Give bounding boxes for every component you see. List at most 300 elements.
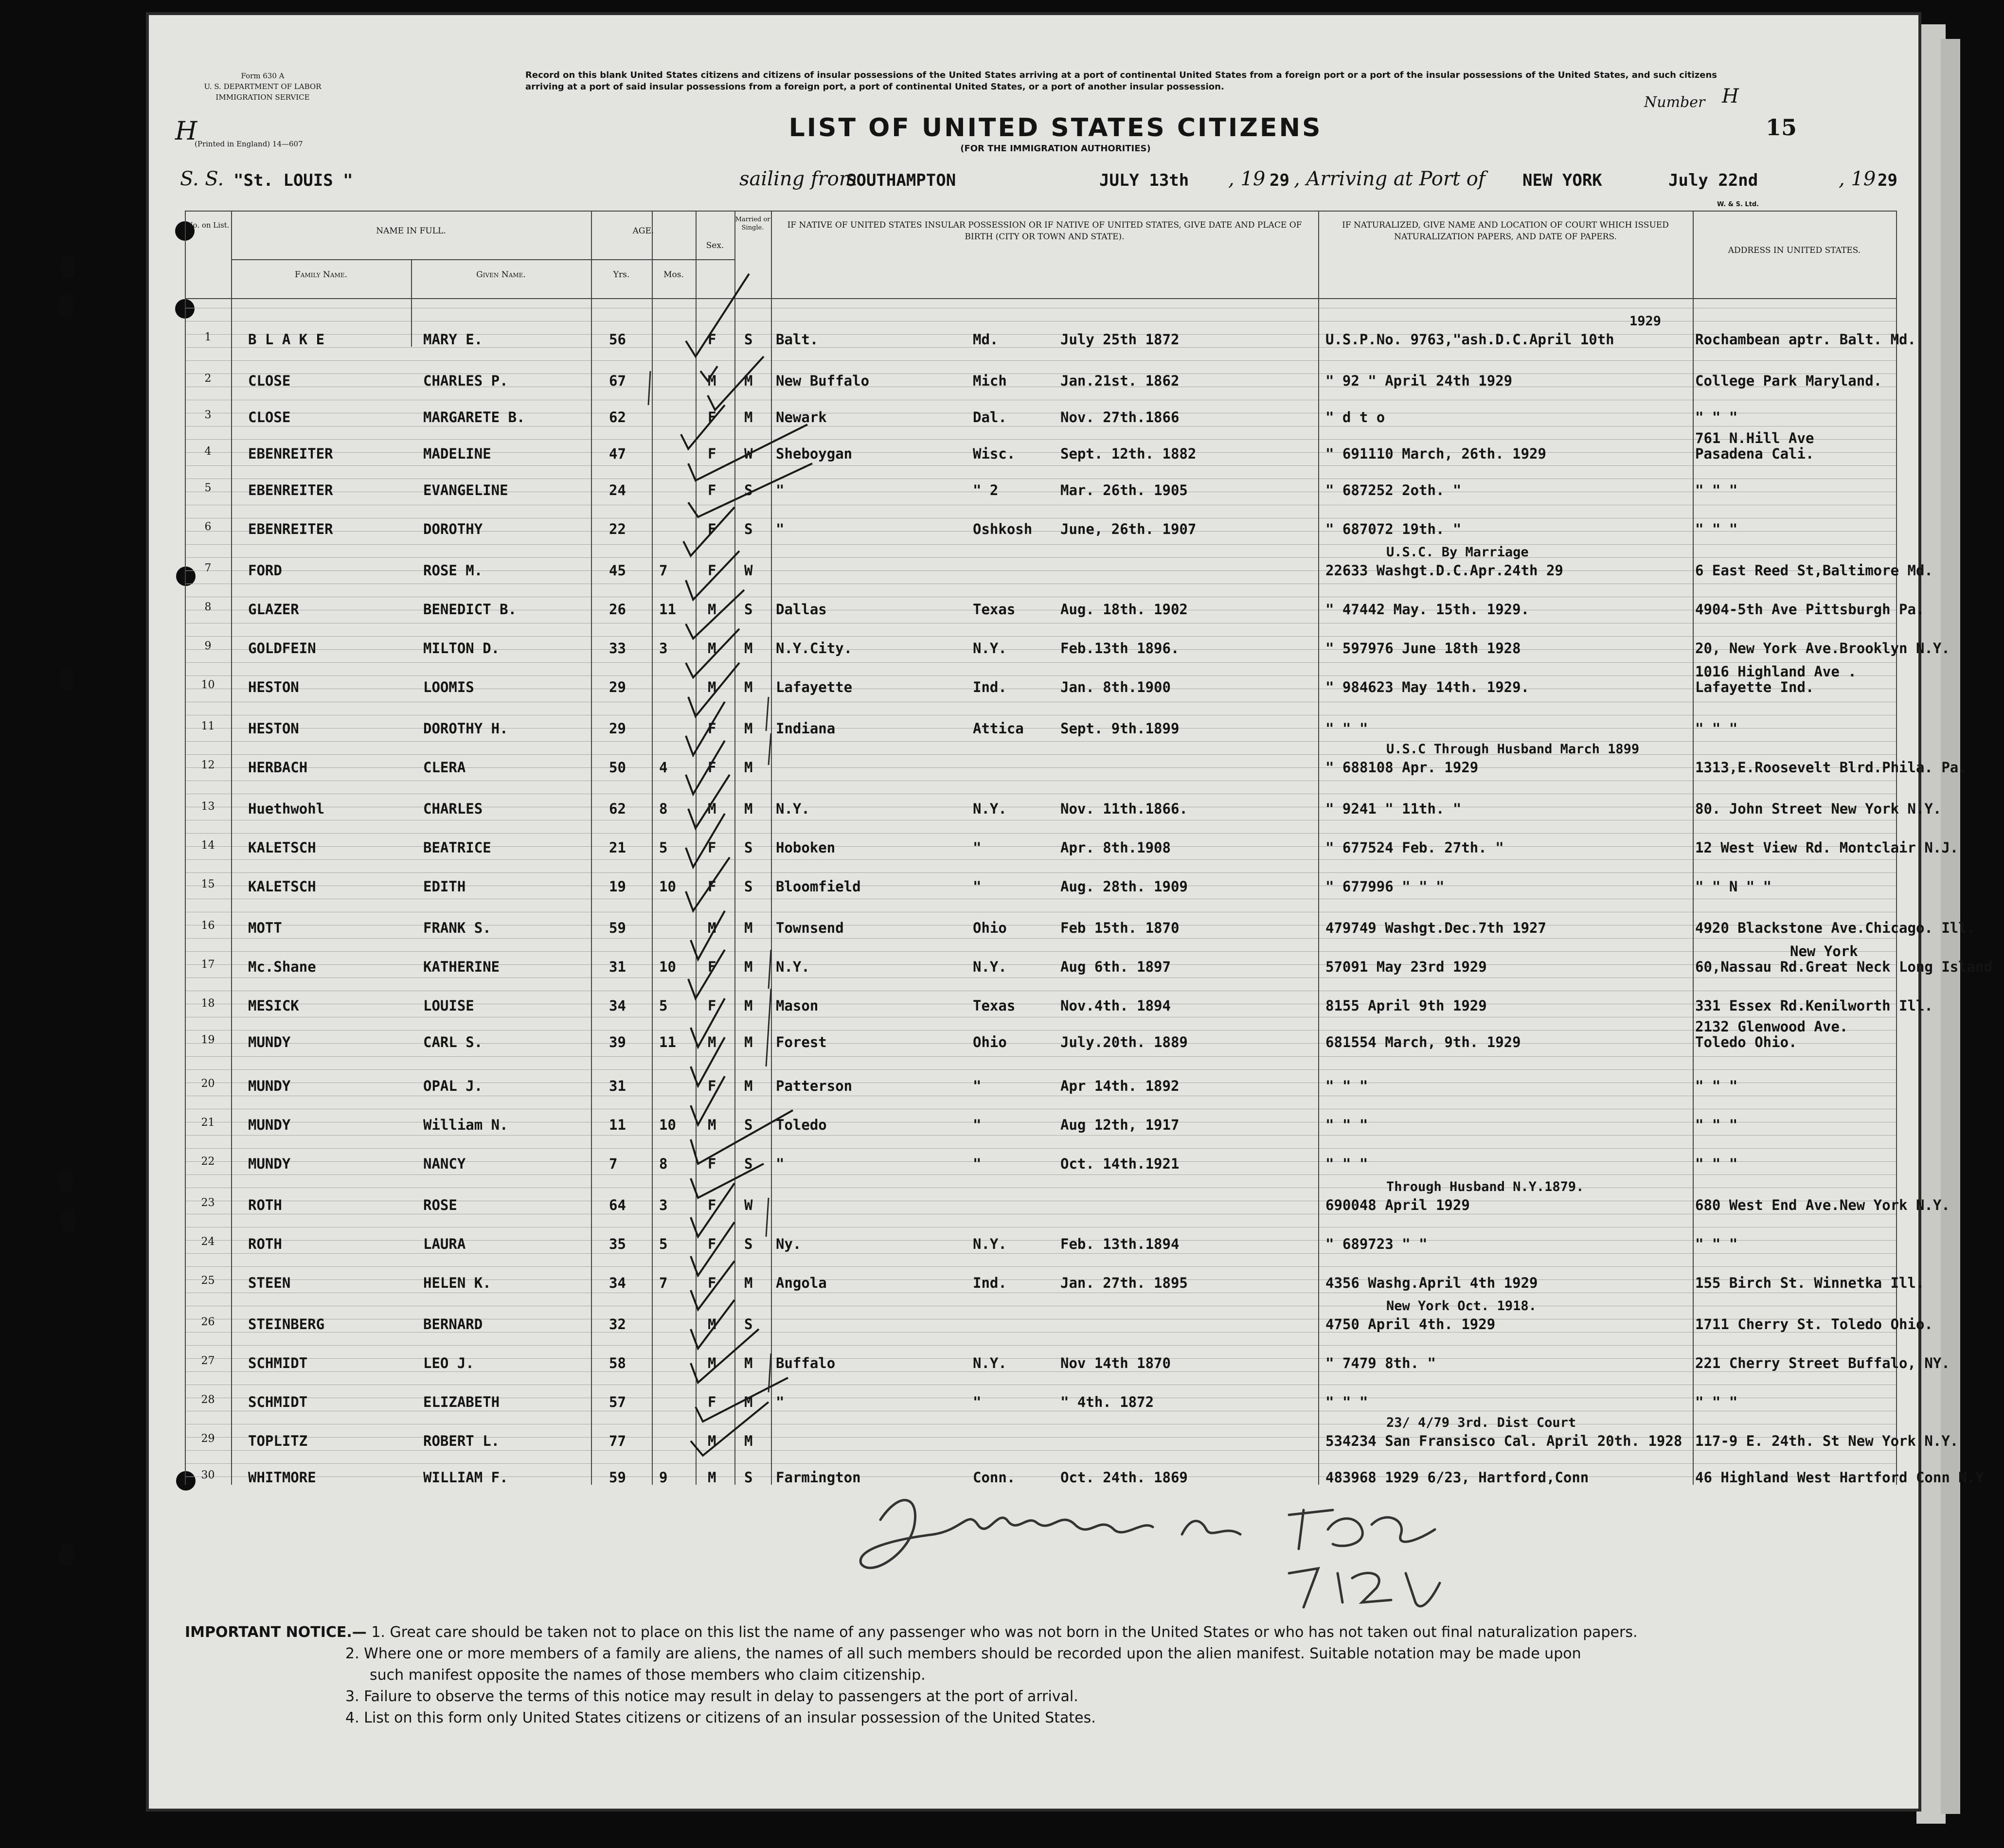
row-21-date: Aug 12th, 1917 (1060, 1117, 1180, 1133)
row-26-ms: S (744, 1316, 753, 1333)
row-20-family: MUNDY (248, 1078, 291, 1094)
row-7-nat-note: U.S.C. By Marriage (1386, 545, 1529, 560)
row-15-addr: " " N " " (1695, 878, 1772, 895)
col-married: Married or Single. (735, 216, 770, 231)
row-20-date: Apr 14th. 1892 (1060, 1078, 1180, 1094)
manifest-page (146, 12, 1993, 1812)
row-30-ms: S (744, 1469, 753, 1486)
arrival-year: 29 (1878, 171, 1897, 190)
row-15-nat: " 677996 " " " (1325, 878, 1445, 895)
row-21-family: MUNDY (248, 1117, 291, 1133)
row-24-state: N.Y. (973, 1236, 1007, 1252)
row-28-family: SCHMIDT (248, 1394, 308, 1410)
row-1-date: July 25th 1872 (1060, 331, 1180, 348)
row-9-yrs: 33 (609, 640, 626, 657)
col-no: No. on List. (186, 221, 230, 230)
row-22-date: Oct. 14th.1921 (1060, 1155, 1180, 1172)
row-9-nat: " 597976 June 18th 1928 (1325, 640, 1521, 657)
row-8-nat: " 47442 May. 15th. 1929. (1325, 601, 1530, 618)
row-20-city: Patterson (776, 1078, 853, 1094)
row-13-mos: 8 (659, 800, 668, 817)
row-10-given: LOOMIS (423, 679, 474, 695)
row-25-sex: F (708, 1275, 716, 1291)
row-1-state: Md. (973, 331, 999, 348)
row-16-state: Ohio (973, 920, 1007, 936)
row-18-date: Nov.4th. 1894 (1060, 997, 1171, 1014)
row-6-no: 6 (204, 521, 212, 533)
row-30-family: WHITMORE (248, 1469, 316, 1486)
row-14-city: Hoboken (776, 839, 836, 856)
row-19-addr: Toledo Ohio. (1695, 1034, 1797, 1050)
row-23-addr: 680 West End Ave.New York N.Y. (1695, 1197, 1950, 1213)
row-10-sex: M (708, 679, 716, 695)
row-4-date: Sept. 12th. 1882 (1060, 445, 1197, 462)
arrival-date: July 22nd (1668, 171, 1758, 190)
row-2-family: CLOSE (248, 373, 291, 389)
row-29-nat: 534234 San Fransisco Cal. April 20th. 1928 (1325, 1433, 1682, 1449)
row-24-ms: S (744, 1236, 753, 1252)
row-24-no: 24 (201, 1236, 215, 1248)
row-5-sex: F (708, 482, 716, 498)
row-25-state: Ind. (973, 1275, 1007, 1291)
row-18-no: 18 (201, 997, 215, 1010)
row-20-addr: " " " (1695, 1078, 1738, 1094)
row-18-city: Mason (776, 997, 819, 1014)
row-11-given: DOROTHY H. (423, 720, 508, 737)
row-28-nat: " " " (1325, 1394, 1368, 1410)
row-30-mos: 9 (659, 1469, 668, 1486)
row-18-yrs: 34 (609, 997, 626, 1014)
row-10-state: Ind. (973, 679, 1007, 695)
row-15-mos: 10 (659, 878, 676, 895)
row-18-addr: 331 Essex Rd.Kenilworth Ill. (1695, 997, 1933, 1014)
row-21-state: " (973, 1117, 982, 1133)
record-instructions: Record on this blank United States citizens and citizens of insular possessions of the United States arriving at a port of continental United States from a foreign port or a port of the insular possessions of the United States, and such citizens arriving at a port of said insular possessions from a foreign port, a port of continental United States, or a port of another insular possession. (525, 70, 1717, 92)
row-13-no: 13 (201, 800, 215, 813)
row-13-ms: M (744, 800, 753, 817)
row-15-given: EDITH (423, 878, 466, 895)
row-22-city: " (776, 1155, 785, 1172)
departure-year: 29 (1270, 171, 1289, 190)
row-25-date: Jan. 27th. 1895 (1060, 1275, 1188, 1291)
row-7-mos: 7 (659, 562, 668, 579)
binder-hole (60, 1208, 77, 1232)
row-3-no: 3 (204, 409, 212, 421)
row-22-ms: S (744, 1155, 753, 1172)
row-19-yrs: 39 (609, 1034, 626, 1050)
row-13-family: Huethwohl (248, 800, 325, 817)
row-26-given: BERNARD (423, 1316, 483, 1333)
row-5-family: EBENREITER (248, 482, 333, 498)
col-mos: Mos. (663, 270, 684, 280)
page-title: LIST OF UNITED STATES CITIZENS (788, 113, 1323, 142)
row-24-city: Ny. (776, 1236, 802, 1252)
row-23-yrs: 64 (609, 1197, 626, 1213)
row-3-date: Nov. 27th.1866 (1060, 409, 1180, 426)
row-1-given: MARY E. (423, 331, 483, 348)
row-7-nat: 22633 Washgt.D.C.Apr.24th 29 (1325, 562, 1563, 579)
row-28-city: " (776, 1394, 785, 1410)
row-22-no: 22 (201, 1155, 215, 1168)
row-15-yrs: 19 (609, 878, 626, 895)
row-17-ms: M (744, 959, 753, 975)
row-26-yrs: 32 (609, 1316, 626, 1333)
row-10-addr-note: 1016 Highland Ave . (1695, 663, 1857, 680)
row-8-yrs: 26 (609, 601, 626, 618)
row-16-addr: 4920 Blackstone Ave.Chicago. Ill. (1695, 920, 1976, 936)
row-15-state: " (973, 878, 982, 895)
year-label: , 19 (1228, 168, 1266, 190)
row-16-city: Townsend (776, 920, 844, 936)
row-8-family: GLAZER (248, 601, 299, 618)
row-29-sex: M (708, 1433, 716, 1449)
col-age: AGE. (632, 226, 654, 236)
row-8-given: BENEDICT B. (423, 601, 517, 618)
row-30-date: Oct. 24th. 1869 (1060, 1469, 1188, 1486)
row-27-given: LEO J. (423, 1355, 474, 1371)
row-5-nat: " 687252 2oth. " (1325, 482, 1462, 498)
form-identifier (185, 71, 340, 103)
row-17-city: N.Y. (776, 959, 810, 975)
row-6-date: June, 26th. 1907 (1060, 521, 1197, 537)
row-5-given: EVANGELINE (423, 482, 508, 498)
row-22-yrs: 7 (609, 1155, 618, 1172)
row-2-sex: M (708, 373, 716, 389)
row-1-nat-note: 1929 (1629, 314, 1662, 329)
row-21-nat: " " " (1325, 1117, 1368, 1133)
col-address: ADDRESS IN UNITED STATES. (1728, 246, 1861, 255)
row-17-date: Aug 6th. 1897 (1060, 959, 1171, 975)
row-17-given: KATHERINE (423, 959, 500, 975)
row-23-given: ROSE (423, 1197, 457, 1213)
row-22-sex: F (708, 1155, 716, 1172)
row-6-addr: " " " (1695, 521, 1738, 537)
row-28-date: " 4th. 1872 (1060, 1394, 1154, 1410)
row-4-addr-note: 761 N.Hill Ave (1695, 430, 1814, 446)
row-13-date: Nov. 11th.1866. (1060, 800, 1188, 817)
row-13-sex: M (708, 800, 716, 817)
row-24-given: LAURA (423, 1236, 466, 1252)
row-25-city: Angola (776, 1275, 827, 1291)
row-4-city: Sheboygan (776, 445, 853, 462)
row-24-yrs: 35 (609, 1236, 626, 1252)
row-4-given: MADELINE (423, 445, 491, 462)
row-17-mos: 10 (659, 959, 676, 975)
row-25-yrs: 34 (609, 1275, 626, 1291)
row-5-date: Mar. 26th. 1905 (1060, 482, 1188, 498)
row-14-date: Apr. 8th.1908 (1060, 839, 1171, 856)
row-27-family: SCHMIDT (248, 1355, 308, 1371)
row-10-addr: Lafayette Ind. (1695, 679, 1814, 695)
row-19-family: MUNDY (248, 1034, 291, 1050)
row-13-given: CHARLES (423, 800, 483, 817)
row-16-ms: M (744, 920, 753, 936)
row-7-ms: W (744, 562, 753, 579)
binder-hole (58, 669, 75, 692)
row-11-yrs: 29 (609, 720, 626, 737)
row-8-ms: S (744, 601, 753, 618)
row-30-yrs: 59 (609, 1469, 626, 1486)
row-2-yrs: 67 (609, 373, 626, 389)
passenger-table (185, 211, 1993, 1486)
row-16-no: 16 (201, 920, 215, 932)
row-23-ms: W (744, 1197, 753, 1213)
row-23-family: ROTH (248, 1197, 282, 1213)
row-15-family: KALETSCH (248, 878, 316, 895)
row-1-family: B L A K E (248, 331, 325, 348)
vessel-name: "St. LOUIS " (233, 171, 353, 190)
row-29-addr: 117-9 E. 24th. St New York N.Y. (1695, 1433, 1959, 1449)
row-29-nat-note: 23/ 4/79 3rd. Dist Court (1386, 1415, 1576, 1430)
row-5-city: " (776, 482, 785, 498)
row-10-city: Lafayette (776, 679, 853, 695)
printed-note: (Printed in England) 14—607 (195, 140, 303, 148)
row-5-no: 5 (204, 482, 212, 494)
row-10-yrs: 29 (609, 679, 626, 695)
row-14-addr: 12 West View Rd. Montclair N.J. (1695, 839, 1959, 856)
arriving-label: , Arriving at Port of (1294, 168, 1485, 190)
row-25-given: HELEN K. (423, 1275, 491, 1291)
departure-date: JULY 13th (1099, 171, 1189, 190)
row-27-ms: M (744, 1355, 753, 1371)
row-27-city: Buffalo (776, 1355, 836, 1371)
row-15-date: Aug. 28th. 1909 (1060, 878, 1188, 895)
row-20-no: 20 (201, 1078, 215, 1090)
row-11-sex: F (708, 720, 716, 737)
row-6-family: EBENREITER (248, 521, 333, 537)
row-2-ms: M (744, 373, 753, 389)
row-24-sex: F (708, 1236, 716, 1252)
row-15-sex: F (708, 878, 716, 895)
row-12-given: CLERA (423, 759, 466, 776)
row-26-family: STEINBERG (248, 1316, 325, 1333)
number-value: H (1722, 85, 1739, 107)
row-21-sex: M (708, 1117, 716, 1133)
row-2-state: Mich (973, 373, 1007, 389)
binder-hole (59, 255, 76, 279)
row-7-given: ROSE M. (423, 562, 483, 579)
row-14-mos: 5 (659, 839, 668, 856)
row-22-nat: " " " (1325, 1155, 1368, 1172)
notice-label: IMPORTANT NOTICE.— (185, 1624, 367, 1641)
check-marks (185, 211, 1897, 1485)
form-number: Form 630 A (241, 71, 285, 80)
row-9-date: Feb.13th 1896. (1060, 640, 1180, 657)
row-8-no: 8 (204, 601, 212, 613)
row-26-addr: 1711 Cherry St. Toledo Ohio. (1695, 1316, 1933, 1333)
row-6-sex: F (708, 521, 716, 537)
row-3-yrs: 62 (609, 409, 626, 426)
row-11-no: 11 (201, 720, 215, 732)
sailing-from-label: sailing from (739, 168, 858, 190)
row-13-state: N.Y. (973, 800, 1007, 817)
row-12-ms: M (744, 759, 753, 776)
ss-label: S. S. (180, 168, 224, 190)
row-14-state: " (973, 839, 982, 856)
row-3-city: Newark (776, 409, 827, 426)
row-30-addr: 46 Highland West Hartford Conn N.Y (1695, 1469, 1984, 1486)
department-name: U. S. DEPARTMENT OF LABOR (204, 82, 322, 91)
row-8-date: Aug. 18th. 1902 (1060, 601, 1188, 618)
row-19-given: CARL S. (423, 1034, 483, 1050)
row-11-addr: " " " (1695, 720, 1738, 737)
row-30-no: 30 (201, 1469, 215, 1481)
row-17-family: Mc.Shane (248, 959, 316, 975)
row-17-state: N.Y. (973, 959, 1007, 975)
col-sex: Sex. (706, 241, 724, 250)
notice-item-4: 4. List on this form only United States citizens or citizens of an insular possession of the United States. (345, 1709, 1096, 1726)
row-19-state: Ohio (973, 1034, 1007, 1050)
row-10-no: 10 (201, 679, 215, 691)
binder-hole (58, 1544, 75, 1567)
row-10-date: Jan. 8th.1900 (1060, 679, 1171, 695)
row-28-no: 28 (201, 1394, 215, 1406)
row-10-nat: " 984623 May 14th. 1929. (1325, 679, 1530, 695)
row-25-no: 25 (201, 1275, 215, 1287)
row-25-ms: M (744, 1275, 753, 1291)
notice-item-2: 2. Where one or more members of a family are aliens, the names of all such members should be recorded upon the alien manifest. Suitable notation may be made upon (345, 1645, 1581, 1662)
row-17-yrs: 31 (609, 959, 626, 975)
row-30-nat: 483968 1929 6/23, Hartford,Conn (1325, 1469, 1589, 1486)
row-20-nat: " " " (1325, 1078, 1368, 1094)
row-5-addr: " " " (1695, 482, 1738, 498)
row-3-sex: F (708, 409, 716, 426)
row-6-nat: " 687072 19th. " (1325, 521, 1462, 537)
row-23-mos: 3 (659, 1197, 668, 1213)
row-7-family: FORD (248, 562, 282, 579)
row-18-family: MESICK (248, 997, 299, 1014)
row-11-date: Sept. 9th.1899 (1060, 720, 1180, 737)
arrival-port: NEW YORK (1522, 171, 1602, 190)
col-naturalized: IF NATURALIZED, GIVE NAME AND LOCATION OF COURT WHICH ISSUED NATURALIZATION PAPERS, AND DATE OF PAPERS. (1342, 220, 1669, 242)
row-6-ms: S (744, 521, 753, 537)
binder-hole (57, 1170, 74, 1193)
row-27-yrs: 58 (609, 1355, 626, 1371)
row-24-addr: " " " (1695, 1236, 1738, 1252)
row-2-addr: College Park Maryland. (1695, 373, 1882, 389)
row-12-addr: 1313,E.Roosevelt Blrd.Phila. Pa. (1695, 759, 1967, 776)
row-5-ms: S (744, 482, 753, 498)
row-4-addr: Pasadena Cali. (1695, 445, 1814, 462)
row-4-sex: F (708, 445, 716, 462)
row-1-sex: F (708, 331, 716, 348)
row-2-date: Jan.21st. 1862 (1060, 373, 1180, 389)
row-12-nat-note: U.S.C Through Husband March 1899 (1386, 742, 1640, 757)
row-7-sex: F (708, 562, 716, 579)
row-6-state: Oshkosh (973, 521, 1033, 537)
row-12-family: HERBACH (248, 759, 308, 776)
col-given: Given Name. (476, 270, 526, 280)
row-8-city: Dallas (776, 601, 827, 618)
row-23-nat: 690048 April 1929 (1325, 1197, 1470, 1213)
row-15-no: 15 (201, 878, 215, 890)
row-1-no: 1 (204, 331, 212, 343)
row-9-sex: M (708, 640, 716, 657)
voyage-line (146, 168, 1921, 197)
row-17-sex: F (708, 959, 716, 975)
row-27-sex: M (708, 1355, 716, 1371)
row-26-no: 26 (201, 1316, 215, 1328)
row-12-nat: " 688108 Apr. 1929 (1325, 759, 1479, 776)
row-6-yrs: 22 (609, 521, 626, 537)
service-name: IMMIGRATION SERVICE (215, 93, 310, 102)
number-label: Number (1644, 94, 1705, 111)
row-25-family: STEEN (248, 1275, 291, 1291)
row-25-nat: 4356 Washg.April 4th 1929 (1325, 1275, 1538, 1291)
year2-label: , 19 (1839, 168, 1876, 190)
row-8-sex: M (708, 601, 716, 618)
row-1-city: Balt. (776, 331, 819, 348)
row-10-family: HESTON (248, 679, 299, 695)
row-12-sex: F (708, 759, 716, 776)
row-22-addr: " " " (1695, 1155, 1738, 1172)
row-23-nat-note: Through Husband N.Y.1879. (1386, 1179, 1584, 1194)
row-3-family: CLOSE (248, 409, 291, 426)
notice-item-3: 3. Failure to observe the terms of this notice may result in delay to passengers at the port of arrival. (345, 1688, 1078, 1705)
row-21-given: William N. (423, 1117, 508, 1133)
row-19-no: 19 (201, 1034, 215, 1046)
row-11-ms: M (744, 720, 753, 737)
row-8-mos: 11 (659, 601, 676, 618)
row-19-city: Forest (776, 1034, 827, 1050)
row-7-yrs: 45 (609, 562, 626, 579)
row-10-ms: M (744, 679, 753, 695)
row-20-yrs: 31 (609, 1078, 626, 1094)
row-9-city: N.Y.City. (776, 640, 853, 657)
row-2-no: 2 (204, 373, 212, 385)
row-14-ms: S (744, 839, 753, 856)
row-11-state: Attica (973, 720, 1024, 737)
row-3-nat: " d t o (1325, 409, 1385, 426)
row-25-addr: 155 Birch St. Winnetka Ill. (1695, 1275, 1925, 1291)
page-subtitle: (FOR THE IMMIGRATION AUTHORITIES) (960, 143, 1151, 154)
row-27-no: 27 (201, 1355, 215, 1367)
row-17-addr: 60,Nassau Rd.Great Neck Long Island (1695, 959, 1993, 975)
row-29-yrs: 77 (609, 1433, 626, 1449)
row-27-state: N.Y. (973, 1355, 1007, 1371)
row-6-city: " (776, 521, 785, 537)
row-16-nat: 479749 Washgt.Dec.7th 1927 (1325, 920, 1546, 936)
row-18-state: Texas (973, 997, 1016, 1014)
col-yrs: Yrs. (613, 270, 630, 280)
row-23-sex: F (708, 1197, 716, 1213)
row-7-no: 7 (204, 562, 212, 574)
page-number: 15 (1766, 114, 1797, 141)
row-13-addr: 80. John Street New York N.Y. (1695, 800, 1942, 817)
row-18-mos: 5 (659, 997, 668, 1014)
row-20-state: " (973, 1078, 982, 1094)
row-3-addr: " " " (1695, 409, 1738, 426)
col-family: Family Name. (294, 270, 347, 280)
row-21-yrs: 11 (609, 1117, 626, 1133)
row-3-state: Dal. (973, 409, 1007, 426)
row-8-addr: 4904-5th Ave Pittsburgh Pa. (1695, 601, 1925, 618)
row-14-no: 14 (201, 839, 215, 852)
row-4-nat: " 691110 March, 26th. 1929 (1325, 445, 1546, 462)
row-19-nat: 681554 March, 9th. 1929 (1325, 1034, 1521, 1050)
row-12-no: 12 (201, 759, 215, 771)
row-23-no: 23 (201, 1197, 215, 1209)
row-20-given: OPAL J. (423, 1078, 483, 1094)
row-22-given: NANCY (423, 1155, 466, 1172)
col-name: NAME IN FULL. (376, 226, 446, 236)
row-3-ms: M (744, 409, 753, 426)
row-9-mos: 3 (659, 640, 668, 657)
row-4-no: 4 (204, 445, 212, 458)
row-19-mos: 11 (659, 1034, 676, 1050)
row-22-family: MUNDY (248, 1155, 291, 1172)
row-27-addr: 221 Cherry Street Buffalo, NY. (1695, 1355, 1950, 1371)
